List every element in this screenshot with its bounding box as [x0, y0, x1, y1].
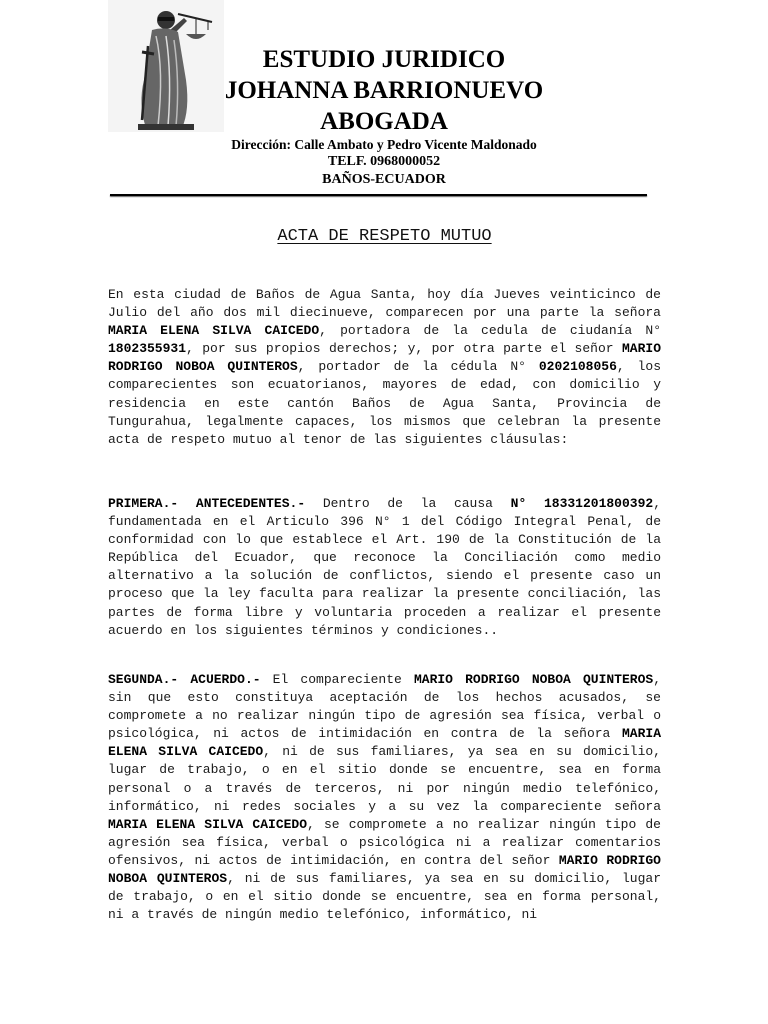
header-divider	[110, 194, 647, 196]
document-title	[108, 226, 661, 248]
paragraph-primera	[108, 495, 661, 640]
address: Dirección: Calle Ambato y Pedro Vicente Maldonado	[231, 137, 537, 152]
text-segment: , portador de la cédula N°	[297, 359, 539, 375]
lawyer-name: JOHANNA BARRIONUEVO	[224, 77, 544, 104]
text-segment: , por sus propios derechos; y, por otra parte el señor	[186, 341, 622, 357]
text-segment: , ni de sus familiares, ya sea en su domicilio, lugar de trabajo, o en el sitio donde se encuentre, sea en forma personal o a través de terceros, ni por ningún medio telefónico, informático, ni redes sociales y a su vez la compareciente señora	[108, 744, 661, 814]
text-segment: , portadora de la cedula de ciudanía N°	[319, 323, 661, 339]
text-segment: En esta ciudad de Baños de Agua Santa, hoy día Jueves veinticinco de Julio del año dos mil diecinueve, comparecen por una parte la señora	[108, 287, 661, 321]
text-segment: Dentro de la causa	[305, 496, 511, 511]
text-segment: , ni de sus familiares, ya sea en su domicilio, lugar de trabajo, o en el sitio donde se encuentre, sea en forma personal, ni a través de ningún medio telefónico, informático, ni	[108, 871, 661, 923]
paragraph-intro	[108, 286, 661, 449]
bold-text-segment: SEGUNDA.- ACUERDO.-	[108, 672, 261, 687]
city-country: BAÑOS-ECUADOR	[322, 172, 446, 187]
bold-text-segment: MARIO RODRIGO NOBOA QUINTEROS	[108, 852, 661, 887]
bold-text-segment: N° 18331201800392	[510, 496, 654, 511]
bold-text-segment: PRIMERA.- ANTECEDENTES.-	[108, 496, 306, 511]
firm-name: ESTUDIO JURIDICO	[262, 46, 506, 73]
bold-text-segment: 1802355931	[108, 341, 187, 357]
bold-text-segment: MARIA ELENA SILVA CAICEDO	[108, 726, 661, 760]
text-segment: , sin que esto constituya aceptación de los hechos acusados, se compromete a no realizar ningún tipo de agresión sea física, verbal o psicológica, ni actos de intimidación en contra de la señora	[108, 672, 661, 742]
text-segment: , los comparecientes son ecuatorianos, mayores de edad, con domicilio y residencia en este cantón Baños de Agua Santa, Provincia de Tungurahua, legalmente capaces, los mismos que celebran la presente acta de respeto mutuo al tenor de las siguientes cláusulas:	[108, 359, 661, 447]
bold-text-segment: 0202108056	[538, 359, 617, 375]
text-segment: , se compromete a no realizar ningún tipo de agresión sea física, verbal o psicológica ni a realizar comentarios ofensivos, ni actos de intimidación, en contra del señor	[108, 816, 661, 868]
paragraph-segunda	[108, 671, 661, 924]
bold-text-segment: MARIA ELENA SILVA CAICEDO	[108, 323, 320, 339]
lawyer-title: ABOGADA	[320, 108, 448, 135]
bold-text-segment: MARIA ELENA SILVA CAICEDO	[108, 816, 308, 832]
text-segment: El compareciente	[260, 672, 414, 687]
document-title-text: ACTA DE RESPETO MUTUO	[277, 227, 492, 246]
phone-number: TELF. 0968000052	[327, 154, 441, 169]
bold-text-segment: MARIO RODRIGO NOBOA QUINTEROS	[413, 672, 654, 687]
text-segment: , fundamentada en el Articulo 396 N° 1 del Código Integral Penal, de conformidad con lo que establece el Art. 190 de la Constitución de la República del Ecuador, que reconoce la Conciliación como medio alternativo a la solución de conflictos, siendo el presente caso un proceso que la ley faculta para realizar la presente conciliación, las partes de forma libre y voluntaria proceden a realizar el presente acuerdo en los siguientes términos y condiciones..	[108, 496, 662, 638]
bold-text-segment: MARIO RODRIGO NOBOA QUINTEROS	[108, 341, 661, 375]
